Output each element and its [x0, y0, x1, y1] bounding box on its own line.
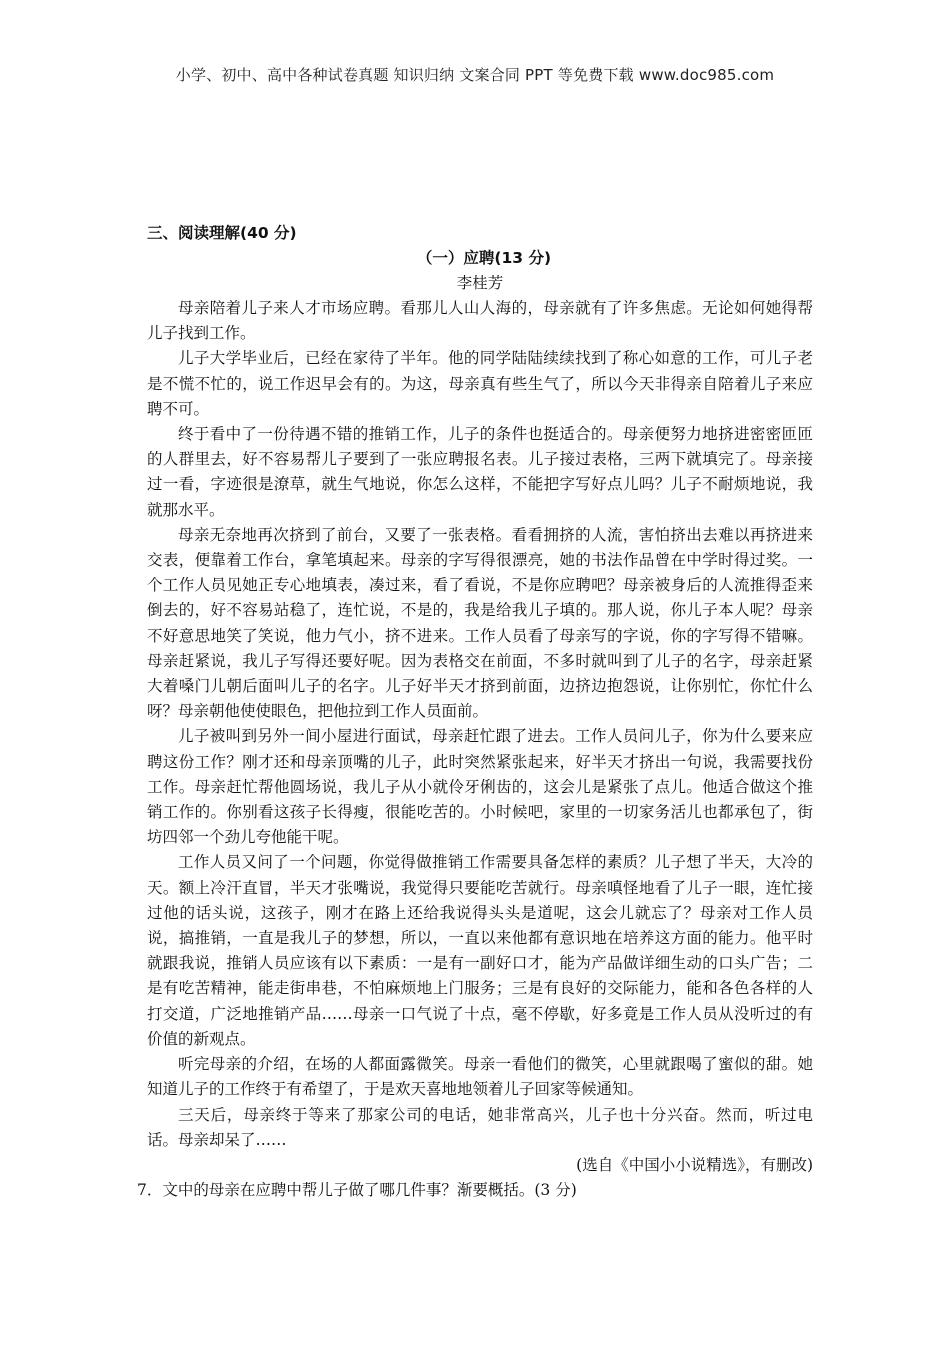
- paragraph: 三天后，母亲终于等来了那家公司的电话，她非常高兴，儿子也十分兴奋。然而，听过电话。母亲却呆了……: [147, 1105, 813, 1149]
- document-body: [137, 220, 813, 1203]
- paragraph: 母亲陪着儿子来人才市场应聘。看那儿人山人海的，母亲就有了许多焦虑。无论如何她得帮儿子找到工作。: [147, 299, 813, 343]
- question-7: 7．文中的母亲在应聘中帮儿子做了哪几件事？渐要概括。(3 分): [137, 1181, 577, 1200]
- paragraph: 儿子被叫到另外一间小屋进行面试，母亲赶忙跟了进去。工作人员问儿子，你为什么要来应聘这份工作？刚才还和母亲顶嘴的儿子，此时突然紧张起来，好半天才挤出一句说，我需要找份工作。母亲赶忙帮他圆场说，我儿子从小就伶牙俐齿的，这会儿是紧张了点儿。他适合做这个推销工作的。你别看这孩子长得瘦，很能吃苦的。小时候吧，家里的一切家务活儿也都承包了，街坊四邻一个劲儿夸他能干呢。: [147, 727, 813, 847]
- paragraph: 听完母亲的介绍，在场的人都面露微笑。母亲一看他们的微笑，心里就跟喝了蜜似的甜。她知道儿子的工作终于有希望了，于是欢天喜地地领着儿子回家等候通知。: [147, 1055, 813, 1099]
- story-source: (选自《中国小小说精选》，有删改): [576, 1155, 813, 1174]
- story-title: （一）应聘(13 分): [416, 249, 552, 267]
- paragraph: 儿子大学毕业后，已经在家待了半年。他的同学陆陆续续找到了称心如意的工作，可儿子老是不慌不忙的，说工作迟早会有的。为这，母亲真有些生气了，所以今天非得亲自陪着儿子来应聘不可。: [147, 349, 813, 418]
- paragraph: 终于看中了一份待遇不错的推销工作，儿子的条件也挺适合的。母亲便努力地挤进密密匝匝的人群里去，好不容易帮儿子要到了一张应聘报名表。儿子接过表格，三两下就填完了。母亲接过一看，字迹很是潦草，就生气地说，你怎么这样，不能把字写好点儿吗？儿子不耐烦地说，我就那水平。: [147, 425, 813, 519]
- paragraph: 工作人员又问了一个问题，你觉得做推销工作需要具备怎样的素质？儿子想了半天，大冷的天。额上冷汗直冒，半天才张嘴说，我觉得只要能吃苦就行。母亲嗔怪地看了儿子一眼，连忙接过他的话头说，这孩子，刚才在路上还给我说得头头是道呢，这会儿就忘了？母亲对工作人员说，搞推销，一直是我儿子的梦想，所以，一直以来他都有意识地在培养这方面的能力。他平时就跟我说，推销人员应该有以下素质：一是有一副好口才，能为产品做详细生动的口头广告；二是有吃苦精神，能走街串巷，不怕麻烦地上门服务；三是有良好的交际能力，能和各色各样的人打交道，广泛地推销产品……母亲一口气说了十点，毫不停歇，好多竟是工作人员从没听过的有价值的新观点。: [147, 853, 813, 1048]
- story-author: 李桂芳: [456, 274, 504, 292]
- paragraph: 母亲无奈地再次挤到了前台，又要了一张表格。看看拥挤的人流，害怕挤出去难以再挤进来交表，便靠着工作台，拿笔填起来。母亲的字写得很漂亮，她的书法作品曾在中学时得过奖。一个工作人员见她正专心地填表，凑过来，看了看说，不是你应聘吧？母亲被身后的人流推得歪来倒去的，好不容易站稳了，连忙说，不是的，我是给我儿子填的。那人说，你儿子本人呢？母亲不好意思地笑了笑说，他力气小，挤不进来。工作人员看了母亲写的字说，你的字写得不错嘛。母亲赶紧说，我儿子写得还要好呢。因为表格交在前面，不多时就叫到了儿子的名字，母亲赶紧大着嗓门儿朝后面叫儿子的名字。儿子好半天才挤到前面，边挤边抱怨说，让你别忙，你忙什么呀？母亲朝他使使眼色，把他拉到工作人员面前。: [147, 525, 813, 721]
- page-header: 小学、初中、高中各种试卷真题 知识归纳 文案合同 PPT 等免费下载 www.doc985.com: [175, 66, 775, 84]
- section-title: 三、阅读理解(40 分): [147, 224, 297, 242]
